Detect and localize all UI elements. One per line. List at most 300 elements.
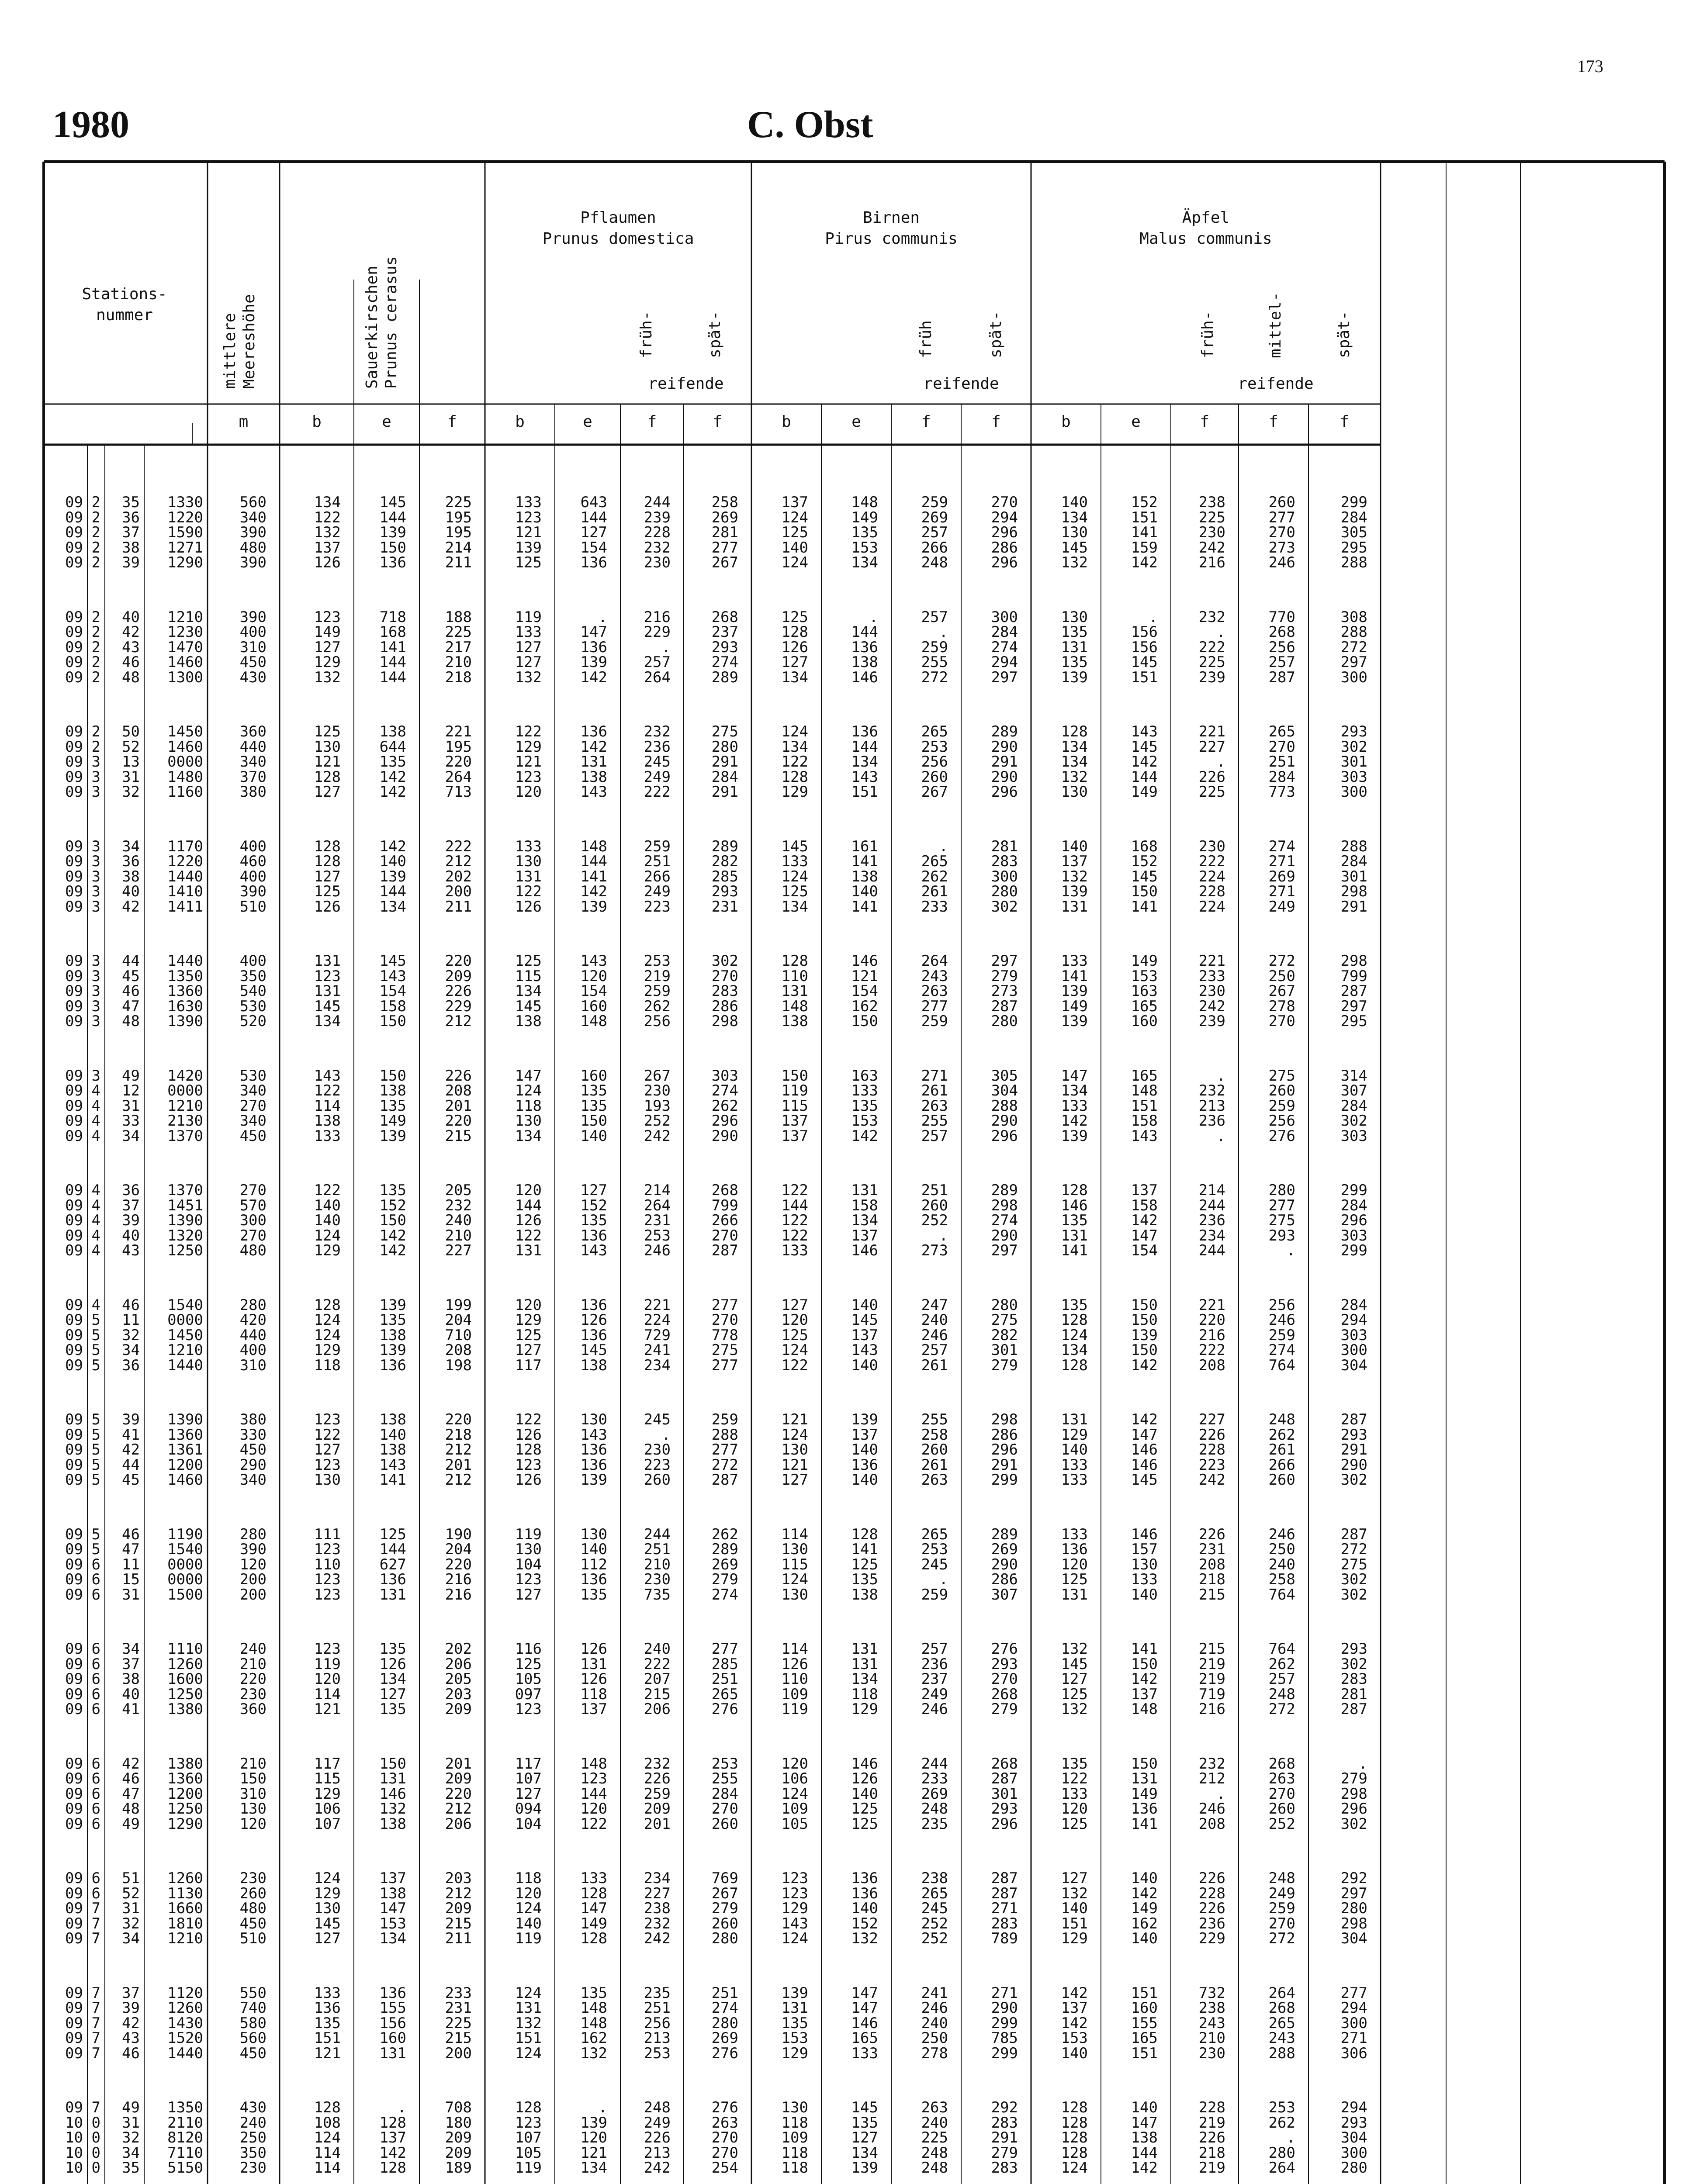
station-cell: 11 bbox=[122, 1555, 140, 1573]
value-cell: 151 bbox=[851, 783, 878, 801]
value-cell: 290 bbox=[991, 1999, 1018, 2017]
value-cell: 138 bbox=[580, 1356, 607, 1374]
value-cell: 261 bbox=[1268, 1441, 1295, 1458]
station-cell: 48 bbox=[122, 668, 140, 686]
value-cell: 142 bbox=[1131, 1212, 1158, 1229]
value-cell: 302 bbox=[1340, 1571, 1367, 1588]
value-cell: 104 bbox=[515, 1555, 542, 1573]
value-cell: 136 bbox=[314, 1999, 341, 2017]
value-cell: 256 bbox=[1268, 638, 1295, 656]
value-cell: 142 bbox=[379, 1242, 406, 1259]
value-cell: 270 bbox=[991, 1670, 1018, 1688]
value-cell: . bbox=[661, 1426, 671, 1444]
value-cell: 278 bbox=[1268, 997, 1295, 1015]
value-cell: 109 bbox=[781, 1685, 808, 1703]
value-cell: 150 bbox=[379, 1755, 406, 1773]
value-cell: 128 bbox=[1061, 2129, 1088, 2146]
station-cell: 46 bbox=[122, 1770, 140, 1787]
station-cell: 5150 bbox=[167, 2159, 203, 2177]
value-cell: 260 bbox=[921, 768, 948, 786]
value-cell: . bbox=[939, 623, 948, 641]
value-cell: 301 bbox=[1340, 753, 1367, 771]
value-cell: 131 bbox=[314, 982, 341, 1000]
station-cell: 09 bbox=[65, 539, 83, 556]
value-cell: 228 bbox=[1198, 1884, 1225, 1902]
value-cell: 140 bbox=[851, 1441, 878, 1458]
value-cell: 142 bbox=[1131, 753, 1158, 771]
value-cell: 213 bbox=[644, 2144, 671, 2162]
value-cell: 272 bbox=[1268, 1700, 1295, 1718]
value-cell: 288 bbox=[711, 1426, 738, 1444]
value-cell: 142 bbox=[851, 1127, 878, 1145]
station-cell: 09 bbox=[65, 2099, 83, 2116]
station-cell: 7 bbox=[91, 2014, 100, 2032]
value-cell: 304 bbox=[991, 1082, 1018, 1099]
station-cell: 7 bbox=[91, 2029, 100, 2047]
value-cell: 122 bbox=[580, 1815, 607, 1833]
value-cell: 123 bbox=[515, 2114, 542, 2132]
value-cell: 231 bbox=[644, 1212, 671, 1229]
value-cell: 132 bbox=[851, 1930, 878, 1947]
station-cell: 09 bbox=[65, 1067, 83, 1085]
value-cell: 127 bbox=[1061, 1670, 1088, 1688]
station-cell: 3 bbox=[91, 768, 100, 786]
value-cell: 148 bbox=[580, 2014, 607, 2032]
value-cell: 226 bbox=[644, 1770, 671, 1787]
station-cell: 09 bbox=[65, 952, 83, 970]
value-cell: 284 bbox=[1340, 1296, 1367, 1314]
station-cell: 09 bbox=[65, 982, 83, 1000]
value-cell: . bbox=[1216, 753, 1225, 771]
value-cell: 133 bbox=[1061, 952, 1088, 970]
value-cell: 122 bbox=[781, 1212, 808, 1229]
value-cell: 292 bbox=[991, 2099, 1018, 2116]
value-cell: 234 bbox=[644, 1870, 671, 1887]
value-cell: 350 bbox=[239, 967, 266, 985]
value-cell: 122 bbox=[781, 1356, 808, 1374]
value-cell: 220 bbox=[445, 1411, 472, 1428]
station-cell: 09 bbox=[65, 638, 83, 656]
value-cell: 120 bbox=[239, 1555, 266, 1573]
station-cell: 09 bbox=[65, 1640, 83, 1658]
value-cell: 215 bbox=[445, 1914, 472, 1932]
station-cell: 43 bbox=[122, 1242, 140, 1259]
value-cell: 271 bbox=[1340, 2029, 1367, 2047]
value-cell: 291 bbox=[991, 2129, 1018, 2146]
value-cell: 274 bbox=[1268, 837, 1295, 855]
value-cell: 238 bbox=[921, 1870, 948, 1887]
value-cell: 123 bbox=[515, 1456, 542, 1474]
value-cell: 264 bbox=[1268, 1984, 1295, 2002]
station-cell: 0 bbox=[91, 2159, 100, 2177]
value-cell: 270 bbox=[239, 1182, 266, 1199]
value-cell: 129 bbox=[314, 1884, 341, 1902]
station-cell: 7 bbox=[91, 1914, 100, 1932]
value-cell: 276 bbox=[711, 1700, 738, 1718]
value-cell: 287 bbox=[991, 1870, 1018, 1887]
value-cell: 218 bbox=[445, 1426, 472, 1444]
station-cell: 47 bbox=[122, 1785, 140, 1803]
value-cell: 132 bbox=[314, 524, 341, 541]
value-cell: 094 bbox=[515, 1800, 542, 1818]
station-cell: 09 bbox=[65, 1212, 83, 1229]
value-cell: 218 bbox=[445, 668, 472, 686]
value-cell: 160 bbox=[580, 1067, 607, 1085]
unit-label: f bbox=[647, 413, 657, 431]
value-cell: 293 bbox=[711, 883, 738, 900]
value-cell: 142 bbox=[379, 768, 406, 786]
value-cell: 286 bbox=[711, 997, 738, 1015]
value-cell: 245 bbox=[921, 1900, 948, 1917]
value-cell: 220 bbox=[445, 1112, 472, 1130]
value-cell: 269 bbox=[711, 1555, 738, 1573]
value-cell: 149 bbox=[580, 1914, 607, 1932]
value-cell: 246 bbox=[1268, 1311, 1295, 1329]
value-cell: 299 bbox=[991, 1471, 1018, 1489]
value-cell: 217 bbox=[445, 638, 472, 656]
value-cell: 266 bbox=[644, 867, 671, 885]
value-cell: . bbox=[1216, 1067, 1225, 1085]
value-cell: 158 bbox=[1131, 1112, 1158, 1130]
station-cell: 09 bbox=[65, 768, 83, 786]
value-cell: 153 bbox=[1131, 967, 1158, 985]
value-cell: 280 bbox=[711, 738, 738, 756]
station-cell: 09 bbox=[65, 1456, 83, 1474]
station-cell: 4 bbox=[91, 1112, 100, 1130]
value-cell: 220 bbox=[445, 1555, 472, 1573]
value-cell: 118 bbox=[515, 1870, 542, 1887]
value-cell: 131 bbox=[1061, 1586, 1088, 1603]
station-cell: 1260 bbox=[167, 1655, 203, 1673]
value-cell: 291 bbox=[1340, 898, 1367, 916]
station-cell: 2 bbox=[91, 653, 100, 671]
value-cell: 280 bbox=[1268, 1182, 1295, 1199]
value-cell: 134 bbox=[314, 1013, 341, 1030]
value-cell: 141 bbox=[379, 638, 406, 656]
station-cell: 48 bbox=[122, 1013, 140, 1030]
value-cell: 294 bbox=[1340, 2099, 1367, 2116]
station-cell: 0000 bbox=[167, 753, 203, 771]
value-cell: 280 bbox=[1340, 2159, 1367, 2177]
value-cell: 277 bbox=[711, 539, 738, 556]
value-cell: 264 bbox=[445, 768, 472, 786]
value-cell: 219 bbox=[1198, 2159, 1225, 2177]
value-cell: 139 bbox=[379, 1341, 406, 1359]
station-cell: 1250 bbox=[167, 1242, 203, 1259]
value-cell: 143 bbox=[1131, 723, 1158, 740]
value-cell: 718 bbox=[379, 608, 406, 626]
value-cell: 265 bbox=[921, 1525, 948, 1543]
value-cell: 160 bbox=[1131, 1013, 1158, 1030]
apple-header: Äpfel Malus communis bbox=[1139, 209, 1272, 248]
value-cell: 128 bbox=[1061, 1182, 1088, 1199]
value-cell: . bbox=[1216, 1127, 1225, 1145]
value-cell: 148 bbox=[781, 997, 808, 1015]
value-cell: 146 bbox=[851, 668, 878, 686]
station-cell: 5 bbox=[91, 1471, 100, 1489]
station-cell: 09 bbox=[65, 608, 83, 626]
value-cell: 122 bbox=[515, 1411, 542, 1428]
value-cell: 302 bbox=[1340, 1112, 1367, 1130]
station-cell: 45 bbox=[122, 967, 140, 985]
value-cell: 299 bbox=[1340, 1242, 1367, 1259]
value-cell: 284 bbox=[1340, 853, 1367, 870]
value-cell: 244 bbox=[1198, 1242, 1225, 1259]
value-cell: 778 bbox=[711, 1326, 738, 1344]
station-cell: 1160 bbox=[167, 783, 203, 801]
value-cell: 146 bbox=[1131, 1525, 1158, 1543]
value-cell: 150 bbox=[1131, 883, 1158, 900]
value-cell: 141 bbox=[851, 853, 878, 870]
value-cell: 126 bbox=[580, 1670, 607, 1688]
station-cell: 4 bbox=[91, 1182, 100, 1199]
value-cell: 210 bbox=[445, 1227, 472, 1244]
station-cell: 3 bbox=[91, 952, 100, 970]
value-cell: 117 bbox=[515, 1356, 542, 1374]
value-cell: 212 bbox=[445, 1800, 472, 1818]
value-cell: 262 bbox=[711, 1525, 738, 1543]
unit-label: m bbox=[239, 413, 249, 431]
station-cell: 09 bbox=[65, 2029, 83, 2047]
value-cell: 277 bbox=[711, 1356, 738, 1374]
value-cell: 133 bbox=[1061, 1525, 1088, 1543]
station-cell: 1480 bbox=[167, 768, 203, 786]
value-cell: 256 bbox=[644, 2014, 671, 2032]
value-cell: 219 bbox=[644, 967, 671, 985]
value-cell: 124 bbox=[781, 554, 808, 571]
value-cell: 257 bbox=[921, 1640, 948, 1658]
station-cell: 1440 bbox=[167, 1356, 203, 1374]
value-cell: 138 bbox=[851, 653, 878, 671]
value-cell: 302 bbox=[1340, 1586, 1367, 1603]
value-cell: 214 bbox=[1198, 1182, 1225, 1199]
value-cell: 144 bbox=[1131, 2144, 1158, 2162]
value-cell: 238 bbox=[644, 1900, 671, 1917]
value-cell: 141 bbox=[851, 898, 878, 916]
value-cell: 198 bbox=[445, 1356, 472, 1374]
value-cell: 297 bbox=[991, 1242, 1018, 1259]
station-cell: 1390 bbox=[167, 1013, 203, 1030]
value-cell: 284 bbox=[711, 1785, 738, 1803]
value-cell: 163 bbox=[851, 1067, 878, 1085]
station-cell: 09 bbox=[65, 524, 83, 541]
value-cell: 145 bbox=[1131, 1471, 1158, 1489]
value-cell: 149 bbox=[1061, 997, 1088, 1015]
value-cell: 158 bbox=[379, 997, 406, 1015]
value-cell: 268 bbox=[991, 1685, 1018, 1703]
value-cell: 530 bbox=[239, 1067, 266, 1085]
value-cell: 282 bbox=[711, 853, 738, 870]
value-cell: 121 bbox=[580, 2144, 607, 2162]
value-cell: 141 bbox=[1061, 1242, 1088, 1259]
value-cell: 107 bbox=[515, 2129, 542, 2146]
value-cell: 156 bbox=[1131, 623, 1158, 641]
value-cell: 460 bbox=[239, 853, 266, 870]
station-cell: 36 bbox=[122, 1182, 140, 1199]
value-cell: 142 bbox=[580, 883, 607, 900]
station-cell: 2110 bbox=[167, 2114, 203, 2132]
station-cell: 41 bbox=[122, 1426, 140, 1444]
station-cell: 09 bbox=[65, 853, 83, 870]
value-cell: 293 bbox=[991, 1800, 1018, 1818]
value-cell: 122 bbox=[1061, 1770, 1088, 1787]
value-cell: 206 bbox=[644, 1700, 671, 1718]
value-cell: 125 bbox=[379, 1525, 406, 1543]
value-cell: 262 bbox=[921, 867, 948, 885]
value-cell: 142 bbox=[1131, 1884, 1158, 1902]
value-cell: 134 bbox=[851, 1212, 878, 1229]
station-cell: 6 bbox=[91, 1670, 100, 1688]
station-cell: 8120 bbox=[167, 2129, 203, 2146]
value-cell: 297 bbox=[1340, 997, 1367, 1015]
value-cell: 190 bbox=[445, 1525, 472, 1543]
value-cell: 143 bbox=[851, 1341, 878, 1359]
station-cell: 39 bbox=[122, 1999, 140, 2017]
station-cell: 3 bbox=[91, 883, 100, 900]
value-cell: 293 bbox=[1340, 723, 1367, 740]
station-cell: 1210 bbox=[167, 1097, 203, 1115]
value-cell: 276 bbox=[711, 2044, 738, 2062]
station-cell: 09 bbox=[65, 967, 83, 985]
value-cell: 271 bbox=[921, 1067, 948, 1085]
station-cell: 1450 bbox=[167, 723, 203, 740]
station-cell: 2 bbox=[91, 723, 100, 740]
station-cell: 6 bbox=[91, 1655, 100, 1673]
station-cell: 6 bbox=[91, 1815, 100, 1833]
value-cell: . bbox=[598, 608, 607, 626]
value-cell: 129 bbox=[515, 738, 542, 756]
station-cell: 31 bbox=[122, 768, 140, 786]
value-cell: 147 bbox=[1131, 1227, 1158, 1244]
station-cell: 40 bbox=[122, 1685, 140, 1703]
value-cell: 268 bbox=[991, 1755, 1018, 1773]
value-cell: 259 bbox=[1268, 1326, 1295, 1344]
value-cell: 220 bbox=[445, 753, 472, 771]
value-cell: 159 bbox=[1131, 539, 1158, 556]
station-cell: 7110 bbox=[167, 2144, 203, 2162]
value-cell: 128 bbox=[1061, 2144, 1088, 2162]
station-cell: 1460 bbox=[167, 738, 203, 756]
value-cell: 248 bbox=[1268, 1870, 1295, 1887]
value-cell: 268 bbox=[711, 1182, 738, 1199]
value-cell: 290 bbox=[1340, 1456, 1367, 1474]
value-cell: 129 bbox=[314, 1785, 341, 1803]
value-cell: 146 bbox=[1061, 1196, 1088, 1214]
value-cell: 137 bbox=[781, 494, 808, 511]
value-cell: 128 bbox=[379, 2114, 406, 2132]
value-cell: 296 bbox=[991, 1127, 1018, 1145]
station-cell: 2 bbox=[91, 638, 100, 656]
value-cell: 136 bbox=[580, 1441, 607, 1458]
value-cell: 238 bbox=[1198, 1999, 1225, 2017]
value-cell: 259 bbox=[711, 1411, 738, 1428]
value-cell: 280 bbox=[991, 883, 1018, 900]
station-cell: 49 bbox=[122, 1067, 140, 1085]
value-cell: 151 bbox=[314, 2029, 341, 2047]
value-cell: 201 bbox=[445, 1097, 472, 1115]
value-cell: 134 bbox=[1061, 508, 1088, 526]
value-cell: 122 bbox=[515, 723, 542, 740]
station-cell: 6 bbox=[91, 1770, 100, 1787]
value-cell: 133 bbox=[314, 1127, 341, 1145]
pear-spaet-header: spät- bbox=[987, 311, 1005, 358]
value-cell: 239 bbox=[644, 508, 671, 526]
value-cell: 125 bbox=[1061, 1571, 1088, 1588]
value-cell: 136 bbox=[851, 1456, 878, 1474]
value-cell: 129 bbox=[314, 1341, 341, 1359]
value-cell: 258 bbox=[711, 494, 738, 511]
value-cell: 124 bbox=[781, 867, 808, 885]
value-cell: 224 bbox=[644, 1311, 671, 1329]
value-cell: 270 bbox=[239, 1097, 266, 1115]
value-cell: 284 bbox=[1340, 508, 1367, 526]
station-cell: 15 bbox=[122, 1571, 140, 1588]
value-cell: 211 bbox=[445, 554, 472, 571]
value-cell: 248 bbox=[1268, 1411, 1295, 1428]
value-cell: 242 bbox=[1198, 997, 1225, 1015]
value-cell: 145 bbox=[1131, 867, 1158, 885]
value-cell: 279 bbox=[991, 1700, 1018, 1718]
value-cell: 151 bbox=[1131, 2044, 1158, 2062]
value-cell: 118 bbox=[314, 1356, 341, 1374]
value-cell: 450 bbox=[239, 1914, 266, 1932]
value-cell: 293 bbox=[991, 1655, 1018, 1673]
value-cell: 165 bbox=[1131, 1067, 1158, 1085]
value-cell: 732 bbox=[1198, 1984, 1225, 2002]
value-cell: 123 bbox=[314, 1541, 341, 1558]
value-cell: 112 bbox=[580, 1555, 607, 1573]
value-cell: 105 bbox=[515, 2144, 542, 2162]
value-cell: 116 bbox=[515, 1640, 542, 1658]
station-cell: 1450 bbox=[167, 1326, 203, 1344]
value-cell: 149 bbox=[1131, 1785, 1158, 1803]
value-cell: 241 bbox=[644, 1341, 671, 1359]
value-cell: 280 bbox=[239, 1296, 266, 1314]
value-cell: 154 bbox=[379, 982, 406, 1000]
value-cell: 132 bbox=[1061, 1700, 1088, 1718]
station-cell: 34 bbox=[122, 1341, 140, 1359]
station-cell: 1520 bbox=[167, 2029, 203, 2047]
value-cell: 141 bbox=[379, 1471, 406, 1489]
year-heading: 1980 bbox=[52, 104, 129, 146]
value-cell: 115 bbox=[781, 1097, 808, 1115]
value-cell: 267 bbox=[711, 1884, 738, 1902]
station-cell: 09 bbox=[65, 898, 83, 916]
station-cell: 09 bbox=[65, 1097, 83, 1115]
value-cell: 146 bbox=[851, 1755, 878, 1773]
station-cell: 38 bbox=[122, 539, 140, 556]
value-cell: 269 bbox=[711, 2029, 738, 2047]
value-cell: 232 bbox=[445, 1196, 472, 1214]
station-cell: 1120 bbox=[167, 1984, 203, 2002]
value-cell: 134 bbox=[781, 668, 808, 686]
value-cell: 270 bbox=[711, 2129, 738, 2146]
value-cell: 560 bbox=[239, 494, 266, 511]
value-cell: 297 bbox=[1340, 653, 1367, 671]
value-cell: 119 bbox=[515, 2159, 542, 2177]
value-cell: 128 bbox=[781, 623, 808, 641]
value-cell: 260 bbox=[644, 1471, 671, 1489]
station-cell: 32 bbox=[122, 2129, 140, 2146]
station-cell: 09 bbox=[65, 1555, 83, 1573]
value-cell: 127 bbox=[580, 524, 607, 541]
value-cell: 240 bbox=[644, 1640, 671, 1658]
value-cell: 420 bbox=[239, 1311, 266, 1329]
station-cell: 1360 bbox=[167, 982, 203, 1000]
value-cell: 134 bbox=[379, 898, 406, 916]
value-cell: 242 bbox=[1198, 539, 1225, 556]
value-cell: 270 bbox=[1268, 524, 1295, 541]
